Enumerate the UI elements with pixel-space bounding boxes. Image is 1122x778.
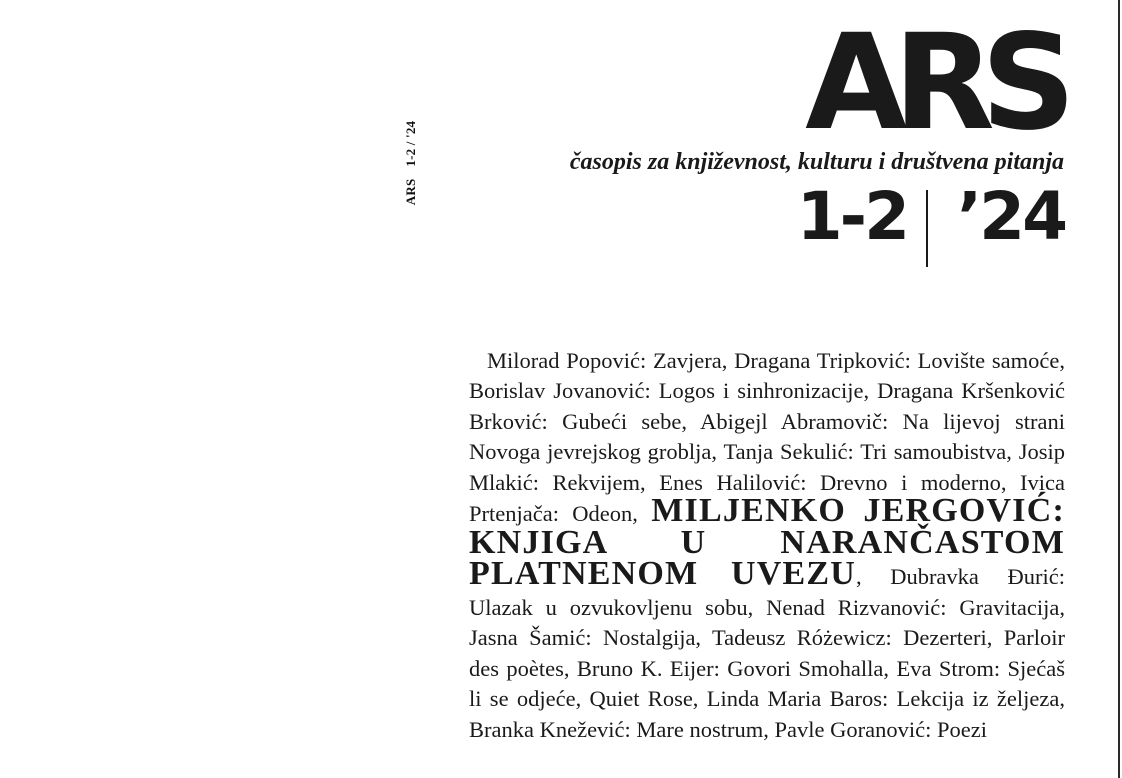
- table-of-contents: [469, 346, 1065, 746]
- spine-label: [402, 108, 420, 218]
- issue-year: ’24: [957, 178, 1065, 255]
- spine-issue: 1-2 / '24: [403, 120, 418, 167]
- contents-before: Milorad Popović: Zavjera, Dragana Tripković: Lovište samoće, Borislav Jovanović: Logos i sinhronizacije, Dragana Kršenković Brković: Gubeći sebe, Abigejl Abramovič: Na lijevoj strani Novoga jevrejskog groblja, Tanja Sekulić: Tri samoubistva, Josip Mlakić: Rekvijem, Enes Halilović: Drevno i moderno, Ivica Prtenjača: Odeon,: [469, 347, 1065, 526]
- contents-after: , Dubravka Đurić: Ulazak u ozvukovljenu sobu, Nenad Rizvanović: Gravitacija, Jasna Šamić: Nostalgija, Tadeusz Różewicz: Dezerteri, Parloir des poètes, Bruno K. Eijer: Govori Smohalla, Eva Strom: Sjećaš li se odjeće, Quiet Rose, Linda Maria Baros: Lekcija iz željeza, Branka Knežević: Mare nostrum, Pavle Goranović: Poezi: [469, 564, 1065, 742]
- journal-logo: ARS: [805, 6, 1062, 160]
- spine-title: ARS: [403, 178, 418, 206]
- journal-subtitle: časopis za književnost, kulturu i društvena pitanja: [569, 149, 1064, 175]
- issue-divider: [926, 190, 928, 267]
- issue-number: 1-2: [796, 178, 907, 255]
- spine-text: [403, 121, 419, 205]
- page-edge-border: [1118, 0, 1120, 778]
- contents-highlight: MILJENKO JERGOVIĆ: KNJIGA U NARANČASTOM PLATNENOM UVEZU: [469, 492, 1065, 592]
